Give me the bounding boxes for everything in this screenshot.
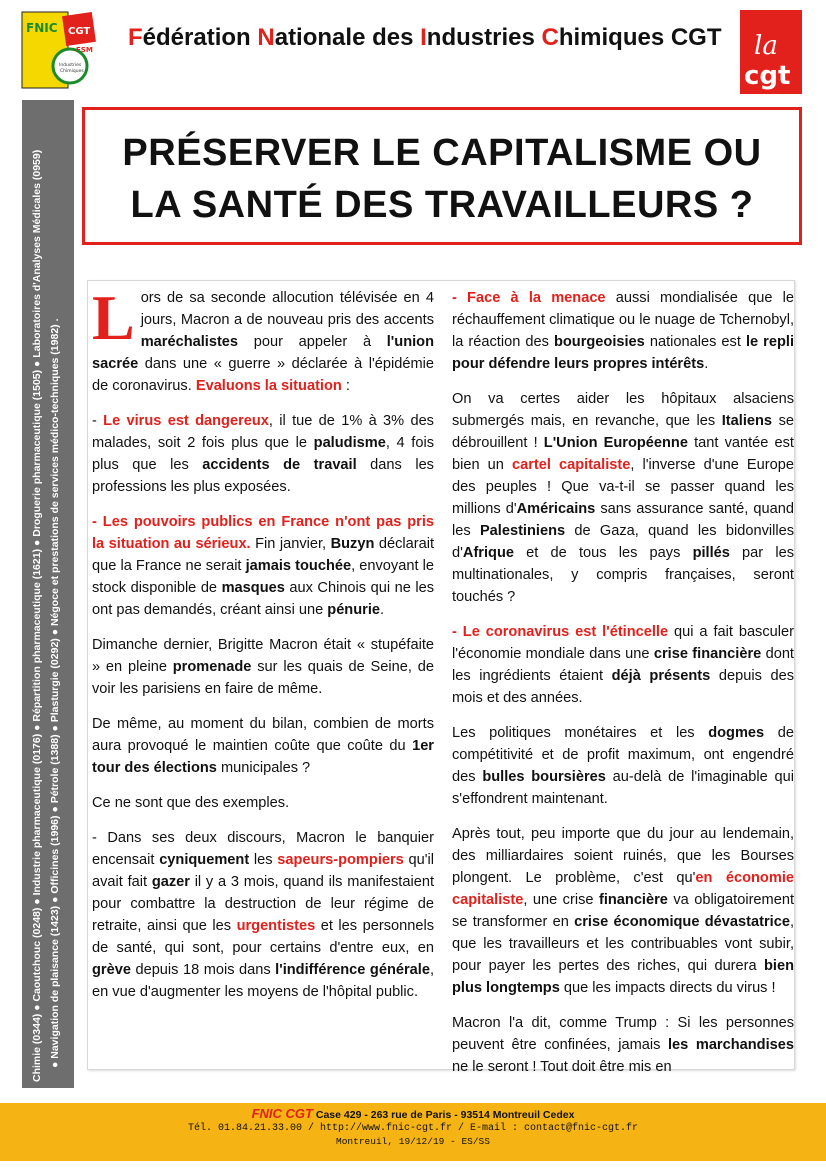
highlight-bold: grève <box>92 962 131 978</box>
highlight-bold: maréchalistes <box>140 334 239 350</box>
article-paragraph <box>452 388 794 608</box>
article-paragraph <box>92 634 434 700</box>
highlight-bold: financière <box>598 892 668 908</box>
fnic-cgt-text: CGT <box>68 26 91 37</box>
highlight-bold: Palestiniens <box>479 523 566 539</box>
highlight-bold: cyniquement <box>159 852 250 868</box>
footer <box>0 1103 826 1161</box>
fnic-fsm-text: FSM <box>76 46 93 54</box>
text-run: qu'il avait fait <box>92 852 435 890</box>
text-run: . <box>380 602 385 618</box>
article-left-column <box>92 282 435 1016</box>
fnic-sub2: Chimiques <box>60 69 84 74</box>
footer-brand: FNIC CGT <box>251 1106 313 1121</box>
text-run: depuis des mois et des années. <box>452 668 794 706</box>
text-run: de compétitivité et de profit maximum, ont engendré des <box>452 725 794 785</box>
fnic-letter: FNIC <box>26 21 58 35</box>
text-run: sur les quais de Seine, de voir les parisiens en faire de même. <box>92 659 434 697</box>
drop-cap: L <box>92 282 135 353</box>
sidebar-line-1: Chimie (0344) ● Caoutchouc (0248) ● Industrie pharmaceutique (0176) ● Répartition pharmaceutique (1621) ● Droguerie pharmaceutique (1505) ● Laboratoires d'Analyses Médicales (0959) <box>31 149 43 1082</box>
highlight-bold: les marchandises <box>668 1037 794 1053</box>
highlight-bold: le repli pour défendre leurs propres intérêts <box>452 334 794 372</box>
text-run: Après tout, peu importe que du jour au lendemain, des milliardaires soient ruinés, que les Bourses plongent. Le problème, c'est qu' <box>452 826 794 886</box>
sector-sidebar <box>22 100 74 1088</box>
fnic-logo <box>20 10 96 90</box>
highlight-bold: bien plus longtemps <box>452 958 794 996</box>
title-part: N <box>257 24 275 51</box>
text-run: Dimanche dernier, Brigitte Macron était « stupéfaite » en pleine <box>92 637 434 675</box>
title-part: ationale des <box>274 24 421 51</box>
text-run: de Gaza, quand les bidonvilles d' <box>452 523 795 561</box>
highlight-bold: dogmes <box>708 725 765 741</box>
headline-line-1: PRÉSERVER LE CAPITALISME OU <box>122 132 762 174</box>
highlight-bold: Américains <box>516 501 596 517</box>
highlight-bold: masques <box>221 580 285 596</box>
highlight-bold: promenade <box>172 659 252 675</box>
article-right-column <box>452 287 794 1091</box>
text-run: , en vue d'augmenter les moyens de l'hôpital public. <box>92 962 435 1000</box>
footer-address: Case 429 - 263 rue de Paris - 93514 Montreuil Cedex <box>312 1109 575 1121</box>
highlight-bold: pillés <box>692 545 730 561</box>
text-run: dans une « guerre » déclarée à l'épidémie de coronavirus. <box>92 356 434 394</box>
highlight-bold: paludisme <box>313 435 386 451</box>
highlight-red: Evaluons la situation <box>195 378 342 394</box>
headline-line-2: LA SANTÉ DES TRAVAILLEURS ? <box>130 184 754 226</box>
highlight-bold: Afrique <box>462 545 514 561</box>
highlight-bold: bulles boursières <box>482 769 606 785</box>
highlight-bold: jamais touchée <box>245 558 352 574</box>
text-run: va obligatoirement se transformer en <box>452 892 794 930</box>
title-part: ndustries <box>426 24 542 51</box>
highlight-bold: Buzyn <box>330 536 375 552</box>
highlight-red: - Les pouvoirs publics en France n'ont pas pris la situation au sérieux. <box>92 514 434 552</box>
text-run: tant vantée est bien un <box>452 435 794 473</box>
article-paragraph <box>452 1012 794 1078</box>
text-run: aux Chinois qui ne les ont pas demandés, créant ainsi une <box>92 580 434 618</box>
cgt-logo <box>740 10 802 94</box>
highlight-bold: Italiens <box>721 413 773 429</box>
footer-address-line <box>0 1103 826 1122</box>
footer-contact: Tél. 01.84.21.33.00 / http://www.fnic-cgt.fr / E-mail : contact@fnic-cgt.fr <box>187 1123 639 1134</box>
highlight-red: en économie capitaliste <box>452 870 794 908</box>
highlight-red: - Face à la menace <box>452 290 606 306</box>
highlight-bold: accidents de travail <box>202 457 357 473</box>
highlight-red: sapeurs-pompiers <box>277 852 404 868</box>
text-run: et de tous les pays <box>513 545 693 561</box>
headline-box <box>82 107 802 245</box>
article-paragraph <box>92 827 434 1003</box>
cgt-la-text: la <box>754 31 778 61</box>
title-part: F <box>128 24 143 51</box>
text-run: dans les professions les plus exposées. <box>92 457 434 495</box>
text-run: Macron l'a dit, comme Trump : Si les personnes peuvent être confinées, jamais <box>452 1015 794 1053</box>
text-run: , que les travailleurs et les contribuables vont subir, pour payer les pertes des riches, qui durera <box>452 914 795 974</box>
text-run: De même, au moment du bilan, combien de morts aura provoqué le maintien coûte que coûte du <box>92 716 434 754</box>
text-run: , l'inverse d'une Europe des peuples ! Que va-t-il se passer quand les millions d' <box>452 457 794 517</box>
text-run: Fin janvier, <box>250 536 331 552</box>
text-run: sans assurance santé, quand les <box>452 501 794 539</box>
article-paragraph <box>452 287 794 375</box>
text-run: que les impacts directs du virus ! <box>559 980 776 996</box>
article-paragraph <box>452 621 794 709</box>
title-part: I <box>420 24 427 51</box>
text-run: les <box>249 852 278 868</box>
text-run: , envoyant le stock disponible de <box>92 558 434 596</box>
text-run: par les multinationales, y compris françaises, seront touchés ? <box>452 545 794 605</box>
text-run: depuis 18 mois dans <box>130 962 276 978</box>
text-run: et les personnels de santé, qui sont, pour certains d'entre eux, en <box>92 918 434 956</box>
text-run: dont les ingrédients étaient <box>452 646 794 684</box>
highlight-red: urgentistes <box>236 918 316 934</box>
highlight-bold: 1er tour des élections <box>92 738 434 776</box>
highlight-bold: crise économique dévastatrice <box>574 914 790 930</box>
footer-date: Montreuil, 19/12/19 - ES/SS <box>336 1136 490 1147</box>
text-run: nationales est <box>644 334 746 350</box>
article-paragraph <box>452 823 794 999</box>
text-run: se débrouillent ! <box>452 413 795 451</box>
text-run: il y a 3 mois, quand ils manifestaient pour combattre la destruction de leur régime de retraite, ainsi que les <box>92 874 435 934</box>
text-run: : <box>341 378 350 394</box>
text-run: - <box>92 413 104 429</box>
text-run: municipales ? <box>216 760 311 776</box>
highlight-bold: l'indifférence générale <box>275 962 430 978</box>
title-part: himiques CGT <box>558 24 722 51</box>
text-run: déclarait que la France ne serait <box>92 536 434 574</box>
text-run: Ce ne sont que des exemples. <box>92 795 290 811</box>
text-run: . <box>704 356 709 372</box>
cgt-text: cgt <box>744 61 791 91</box>
sidebar-line-2: ● Navigation de plaisance (1423) ● Officines (1996) ● Pétrole (1388) ● Plasturgie (0292) ● Négoce et prestations de services médico-techniques (1982) . <box>49 318 61 1068</box>
highlight-bold: crise financière <box>653 646 762 662</box>
highlight-bold: déjà présents <box>611 668 711 684</box>
title-part: édération <box>142 24 258 51</box>
article-paragraph <box>452 722 794 810</box>
fnic-sub1: Industries <box>59 63 82 68</box>
highlight-bold: pénurie <box>327 602 380 618</box>
text-run: - Dans ses deux discours, Macron le banquier encensait <box>92 830 434 868</box>
highlight-bold: gazer <box>151 874 190 890</box>
highlight-bold: l'union sacrée <box>92 334 434 372</box>
text-run: On va certes aider les hôpitaux alsaciens submergés mais, en revanche, que les <box>452 391 794 429</box>
article-paragraph <box>92 410 434 498</box>
text-run: , une crise <box>523 892 599 908</box>
highlight-red: - Le coronavirus est l'étincelle <box>452 624 669 640</box>
text-run: qui a fait basculer l'économie mondiale dans une <box>452 624 794 662</box>
federation-title <box>128 24 728 52</box>
highlight-red: cartel capitaliste <box>511 457 631 473</box>
title-part: C <box>541 24 559 51</box>
article-paragraph <box>92 282 434 397</box>
text-run: ors de sa seconde allocution télévisée en 4 jours, Macron a de nouveau pris des accents <box>140 290 434 328</box>
article-paragraph <box>92 511 434 621</box>
article-paragraph <box>92 792 434 814</box>
highlight-bold: bourgeoisies <box>553 334 645 350</box>
text-run: ne le seront ! Tout doit être mis en <box>452 1059 672 1075</box>
text-run: au-delà de l'imaginable qui s'effondrent maintenant. <box>452 769 794 807</box>
highlight-bold: L'Union Européenne <box>543 435 688 451</box>
article-body <box>87 280 795 1075</box>
text-run: aussi mondialisée que le réchauffement climatique ou le nuage de Tchernobyl, la réaction des <box>452 290 794 350</box>
article-paragraph <box>92 713 434 779</box>
text-run: pour appeler à <box>238 334 387 350</box>
highlight-red: Le virus est dangereux <box>103 413 269 429</box>
text-run: , il tue de 1% à 3% des malades, soit 2 fois plus que le <box>92 413 434 451</box>
text-run: , 4 fois plus que les <box>92 435 434 473</box>
text-run: Les politiques monétaires et les <box>452 725 709 741</box>
